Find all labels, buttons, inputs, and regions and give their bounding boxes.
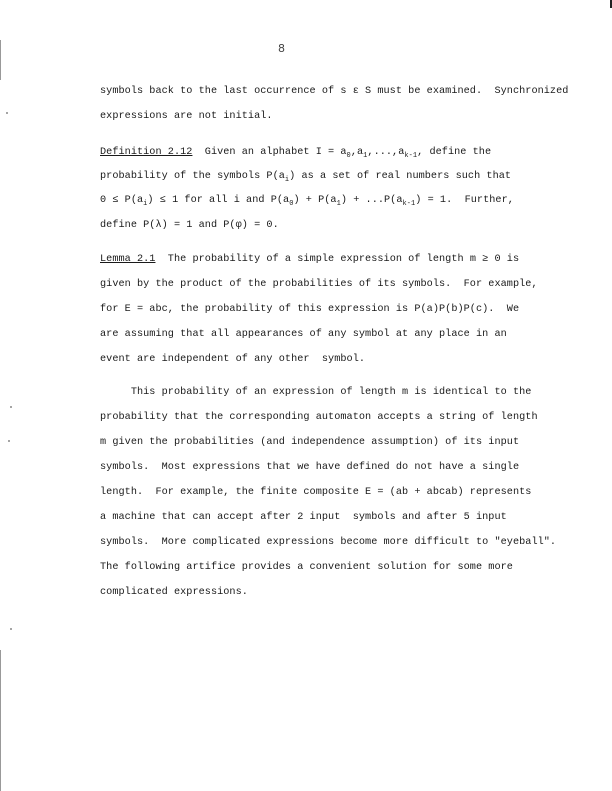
text-line: for E = abc, the probability of this expression is P(a)P(b)P(c). We — [100, 304, 520, 315]
subscript: 1 — [363, 152, 368, 160]
scan-speck — [10, 628, 12, 630]
text-line — [100, 171, 511, 184]
text-span: ) ≤ 1 for all i and P(a — [147, 195, 290, 206]
text-line: given by the product of the probabilities of its symbols. For example, — [100, 279, 538, 290]
text-span: ) + P(a — [293, 195, 337, 206]
subscript: k-1 — [402, 200, 416, 208]
text-line: The following artifice provides a convenient solution for some more — [100, 562, 513, 573]
text-line: symbols back to the last occurrence of s ε S must be examined. Synchronized — [100, 86, 569, 97]
text-line: complicated expressions. — [100, 587, 248, 598]
text-span: probability of the symbols P(a — [100, 171, 285, 182]
page-number: 8 — [278, 42, 285, 55]
text-line: a machine that can accept after 2 input symbols and after 5 input — [100, 512, 507, 523]
definition-line — [100, 147, 491, 160]
definition-label: Definition 2.12 — [100, 147, 193, 158]
text-line: m given the probabilities (and independence assumption) of its input — [100, 437, 520, 448]
text-line: are assuming that all appearances of any symbol at any place in an — [100, 329, 507, 340]
subscript: i — [143, 200, 148, 208]
scan-edge-shadow — [0, 40, 1, 80]
text-span: ) as a set of real numbers such that — [289, 171, 512, 182]
subscript: 0 — [346, 152, 351, 160]
scan-speck — [8, 440, 10, 442]
text-span: ,a — [350, 147, 364, 158]
subscript: i — [284, 176, 290, 184]
text-span: The probability of a simple expression of length m ≥ 0 is — [155, 254, 520, 265]
text-line: event are independent of any other symbol. — [100, 354, 366, 365]
text-span: 0 ≤ P(a — [100, 195, 144, 206]
text-line — [100, 195, 514, 208]
scan-speck — [6, 112, 8, 114]
subscript: 0 — [289, 200, 294, 208]
text-span: , define the — [417, 147, 492, 158]
lemma-label: Lemma 2.1 — [100, 254, 156, 265]
text-line: expressions are not initial. — [100, 111, 273, 122]
text-span: ) + ...P(a — [340, 195, 403, 206]
subscript: 1 — [336, 200, 341, 208]
text-line: probability that the corresponding automaton accepts a string of length — [100, 412, 538, 423]
text-line: define P(λ) = 1 and P(φ) = 0. — [100, 220, 279, 231]
text-line: symbols. Most expressions that we have defined do not have a single — [100, 462, 520, 473]
text-span: ) = 1. Further, — [415, 195, 514, 206]
text-line: length. For example, the finite composite E = (ab + abcab) represents — [100, 487, 532, 498]
text-span: ,...,a — [367, 147, 405, 158]
subscript: k-1 — [404, 152, 418, 160]
text-line: This probability of an expression of length m is identical to the — [100, 387, 532, 398]
text-span: Given an alphabet I = a — [192, 147, 347, 158]
scan-speck — [10, 406, 12, 408]
text-line: symbols. More complicated expressions become more difficult to "eyeball". — [100, 537, 557, 548]
lemma-line — [100, 254, 519, 265]
scan-edge-shadow — [0, 650, 1, 791]
